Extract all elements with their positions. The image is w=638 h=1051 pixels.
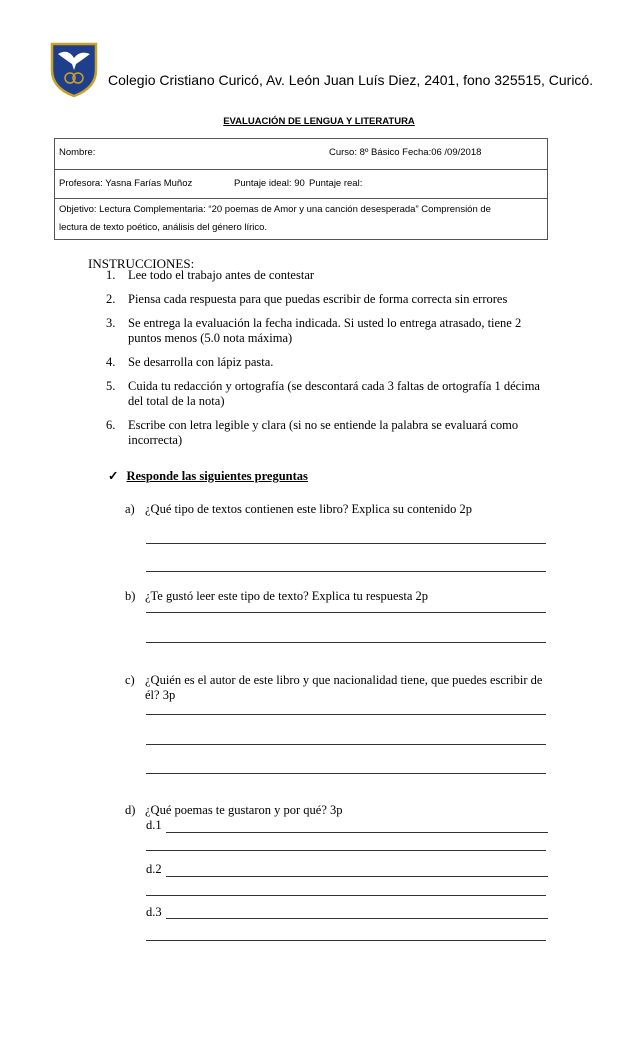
answer-line[interactable] bbox=[166, 832, 548, 833]
question-c: c) ¿Quién es el autor de este libro y que nacionalidad tiene, que puedes escribir de él? 3p bbox=[125, 673, 543, 702]
answer-line[interactable] bbox=[146, 714, 546, 715]
question-a: a) ¿Qué tipo de textos contienen este libro? Explica su contenido 2p bbox=[125, 502, 472, 516]
list-item: 6. Escribe con letra legible y clara (si no se entiende la palabra se evaluará como incorrecta) bbox=[106, 418, 519, 447]
teacher-label: Profesora: Yasna Farías Muñoz bbox=[59, 178, 193, 189]
course-date-label: Curso: 8º Básico Fecha:06 /09/2018 bbox=[329, 147, 482, 158]
answer-line[interactable] bbox=[146, 895, 546, 896]
list-item: 1. Lee todo el trabajo antes de contestar bbox=[106, 268, 315, 282]
list-item: 2. Piensa cada respuesta para que puedas escribir de forma correcta sin errores bbox=[106, 292, 508, 306]
school-crest-logo bbox=[48, 40, 100, 98]
answer-line[interactable] bbox=[166, 876, 548, 877]
page-title: EVALUACIÓN DE LENGUA Y LITERATURA bbox=[223, 116, 415, 127]
list-item: 3. Se entrega la evaluación la fecha indicada. Si usted lo entrega atrasado, tiene 2 puntos menos (5.0 nota máxima) bbox=[106, 316, 522, 345]
list-item: 4. Se desarrolla con lápiz pasta. bbox=[106, 355, 274, 369]
answer-line[interactable] bbox=[146, 850, 546, 851]
answer-line[interactable] bbox=[166, 918, 548, 919]
school-header: Colegio Cristiano Curicó, Av. León Juan Luís Diez, 2401, fono 325515, Curicó. bbox=[108, 72, 594, 88]
objective-line-1: Objetivo: Lectura Complementaria: “20 poemas de Amor y una canción desesperada” Comprensión de bbox=[59, 204, 491, 215]
question-b: b) ¿Te gustó leer este tipo de texto? Explica tu respuesta 2p bbox=[125, 589, 429, 603]
checkmark-icon: ✓ bbox=[108, 469, 119, 483]
real-score-label: Puntaje real: bbox=[309, 178, 363, 189]
answer-line[interactable] bbox=[146, 744, 546, 745]
info-row-name bbox=[55, 139, 547, 170]
instructions-title: INSTRUCCIONES: bbox=[88, 256, 195, 271]
objective-line-2: lectura de texto poético, análisis del género lírico. bbox=[59, 222, 268, 233]
answer-line[interactable] bbox=[146, 642, 546, 643]
question-d: d) ¿Qué poemas te gustaron y por qué? 3p bbox=[125, 803, 343, 817]
answer-line[interactable] bbox=[146, 571, 546, 572]
sub-label-d3: d.3 bbox=[146, 905, 162, 919]
sub-label-d2: d.2 bbox=[146, 862, 162, 876]
instructions-list bbox=[106, 268, 546, 457]
list-item: 5. Cuida tu redacción y ortografía (se descontará cada 3 faltas de ortografía 1 décima del total de la nota) bbox=[106, 379, 540, 408]
name-label: Nombre: bbox=[59, 147, 96, 158]
answer-line[interactable] bbox=[146, 612, 546, 613]
answer-line[interactable] bbox=[146, 773, 546, 774]
info-row-objective bbox=[55, 199, 547, 239]
answer-line[interactable] bbox=[146, 543, 546, 544]
questions-heading: ✓ Responde las siguientes preguntas bbox=[108, 469, 308, 483]
ideal-score-label: Puntaje ideal: 90 bbox=[234, 178, 305, 189]
answer-line[interactable] bbox=[146, 940, 546, 941]
sub-label-d1: d.1 bbox=[146, 818, 162, 832]
info-row-teacher bbox=[55, 170, 547, 199]
student-info-box bbox=[54, 138, 548, 240]
